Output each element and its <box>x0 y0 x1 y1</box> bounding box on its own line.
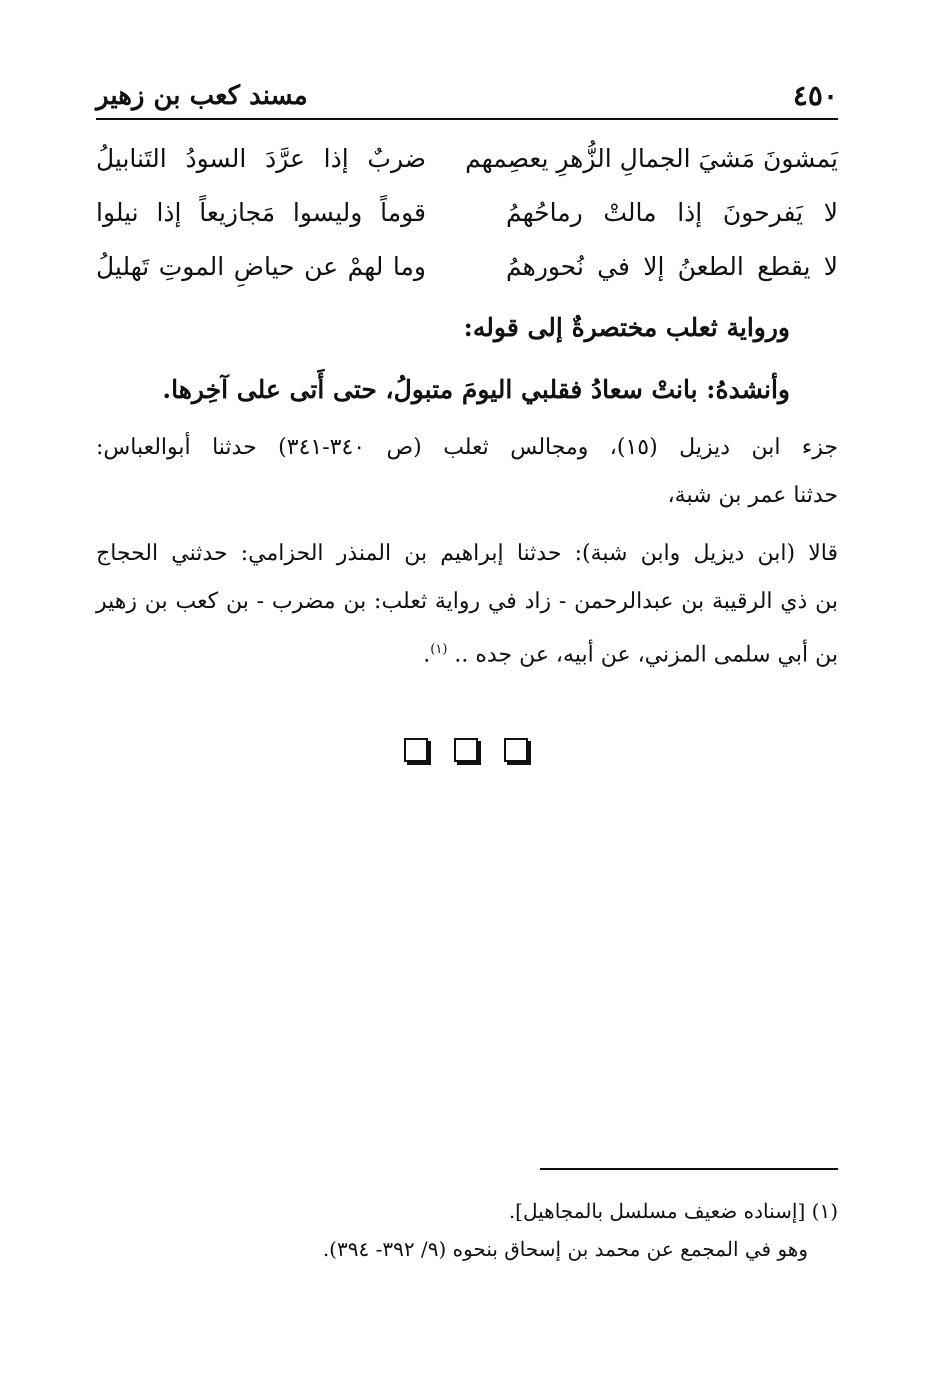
verse-second-hemistich: ضربٌ إذا عرَّدَ السودُ التَنابيلُ <box>96 144 426 173</box>
paragraph-line: جزء ابن ديزيل (١٥)، ومجالس ثعلب (ص ٣٤٠-٣٤١) حدثنا أبوالعباس: <box>96 435 838 460</box>
running-title: مسند كعب بن زهير <box>96 81 308 111</box>
riwaya-line: ورواية ثعلب مختصرةٌ إلى قوله: <box>463 313 790 342</box>
paragraph-line: بن أبي سلمى المزني، عن أبيه، عن جده .. $^{(١)}$. <box>423 642 838 668</box>
page-header <box>96 78 838 118</box>
paragraph-text: بن أبي سلمى المزني، عن أبيه، عن جده .. <box>454 642 838 668</box>
verse-second-hemistich: قوماً وليسوا مَجازيعاً إذا نيلوا <box>96 198 426 227</box>
verse-first-hemistich: يَمشونَ مَشيَ الجمالِ الزُّهرِ يعصِمهم <box>465 144 838 173</box>
paragraph-line: بن ذي الرقيبة بن عبدالرحمن - زاد في رواية ثعلب: بن مضرب - بن كعب بن زهير <box>96 589 838 614</box>
footnote: وهو في المجمع عن محمد بن إسحاق بنحوه (٩/ ٣٩٢- ٣٩٤). <box>322 1237 808 1261</box>
verse-first-hemistich: لا يقطع الطعنُ إلا في نُحورهمُ <box>506 252 838 281</box>
verse-second-hemistich: وما لهمْ عن حياضِ الموتِ تَهليلُ <box>96 252 426 281</box>
verse-line <box>96 188 838 238</box>
header-rule <box>96 118 838 120</box>
footnote: (١) [إسناده ضعيف مسلسل بالمجاهيل]. <box>508 1199 838 1223</box>
footnotes <box>96 1192 838 1268</box>
section-end-marks <box>404 738 528 768</box>
verse-line <box>96 242 838 292</box>
paragraph-line: حدثنا عمر بن شبة، <box>667 483 838 508</box>
footnote-reference: (١) <box>430 642 448 657</box>
footnote-rule <box>540 1168 838 1170</box>
square-ornament-icon <box>404 738 428 762</box>
paragraph-line: قالا (ابن ديزيل وابن شبة): حدثنا إبراهيم بن المنذر الحزامي: حدثني الحجاج <box>96 541 838 566</box>
verse-first-hemistich: لا يَفرحونَ إذا مالتْ رماحُهمُ <box>506 198 838 227</box>
page-number: ٤٥٠ <box>792 79 838 112</box>
verse-line <box>96 134 838 184</box>
square-ornament-icon <box>454 738 478 762</box>
isnad-paragraph <box>96 530 838 679</box>
square-ornament-icon <box>504 738 528 762</box>
source-paragraph <box>96 424 838 520</box>
inshad-line: وأنشدهُ: بانتْ سعادُ فقلبي اليومَ متبولُ، حتى أَتى على آخِرها. <box>162 375 790 404</box>
